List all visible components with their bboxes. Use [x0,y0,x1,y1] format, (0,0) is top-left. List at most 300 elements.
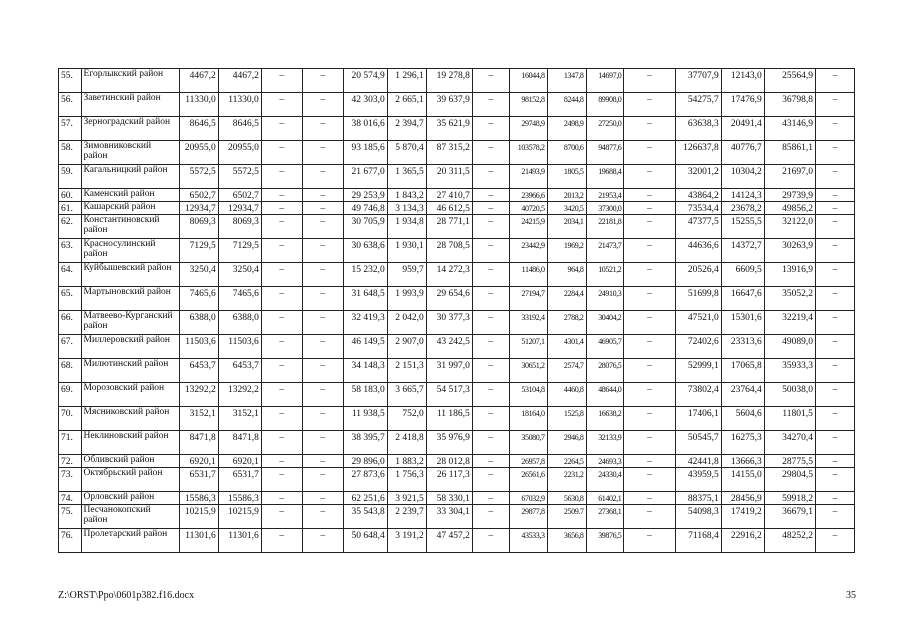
cell-value: 16647,6 [721,287,764,311]
cell-value: 6388,0 [218,311,261,335]
cell-value: – [472,189,509,202]
cell-value: 29877,8 [509,505,547,529]
cell-value: 32001,2 [675,165,721,189]
cell-value: – [815,431,854,455]
cell-value: 27 410,7 [426,189,472,202]
row-number: 74. [59,492,82,505]
district-name: Пролетарский район [81,529,179,553]
cell-value: 16044,8 [509,69,547,93]
cell-value: – [815,165,854,189]
cell-value: 11330,0 [179,93,218,117]
cell-value: 29748,9 [509,117,547,141]
cell-value: 10215,9 [179,505,218,529]
row-number: 61. [59,202,82,215]
cell-value: 40776,7 [721,141,764,165]
cell-value: 4301,4 [547,335,586,359]
cell-value: 6531,7 [179,468,218,492]
table-row [59,202,855,215]
cell-value: – [624,93,675,117]
cell-value: – [261,239,302,263]
cell-value: – [472,141,509,165]
cell-value: 35 976,9 [426,431,472,455]
cell-value: 5572,5 [218,165,261,189]
cell-value: 27194,7 [509,287,547,311]
cell-value: 3 921,5 [387,492,426,505]
cell-value: – [472,165,509,189]
cell-value: – [302,202,343,215]
cell-value: 30 377,3 [426,311,472,335]
cell-value: 35 621,9 [426,117,472,141]
cell-value: 29739,9 [764,189,815,202]
cell-value: – [302,455,343,468]
cell-value: 2 239,7 [387,505,426,529]
cell-value: – [261,202,302,215]
cell-value: 12934,7 [179,202,218,215]
cell-value: 6920,1 [218,455,261,468]
cell-value: – [624,431,675,455]
cell-value: 18164,0 [509,407,547,431]
district-name: Кагальницкий район [81,165,179,189]
cell-value: – [624,239,675,263]
row-number: 55. [59,69,82,93]
cell-value: 87 315,2 [426,141,472,165]
district-name: Егорлыкский район [81,69,179,93]
cell-value: – [261,93,302,117]
cell-value: 58 183,0 [343,383,387,407]
cell-value: 47521,0 [675,311,721,335]
row-number: 56. [59,93,82,117]
district-name: Красносулинский район [81,239,179,263]
cell-value: 23442,9 [509,239,547,263]
row-number: 70. [59,407,82,431]
cell-value: 26957,8 [509,455,547,468]
cell-value: 62 251,6 [343,492,387,505]
cell-value: – [815,215,854,239]
cell-value: – [815,383,854,407]
cell-value: – [261,215,302,239]
cell-value: 11 186,5 [426,407,472,431]
cell-value: 6502,7 [179,189,218,202]
cell-value: 35052,2 [764,287,815,311]
cell-value: – [815,263,854,287]
district-name: Заветинский район [81,93,179,117]
table-row [59,505,855,529]
cell-value: 28456,9 [721,492,764,505]
cell-value: 21697,0 [764,165,815,189]
district-name: Каменский район [81,189,179,202]
cell-value: 6502,7 [218,189,261,202]
cell-value: 37300,0 [586,202,624,215]
table-row [59,239,855,263]
cell-value: 26561,6 [509,468,547,492]
cell-value: – [624,383,675,407]
cell-value: – [472,492,509,505]
cell-value: 88375,1 [675,492,721,505]
cell-value: 5604,6 [721,407,764,431]
cell-value: 27250,0 [586,117,624,141]
cell-value: 15586,3 [218,492,261,505]
cell-value: 54 517,3 [426,383,472,407]
cell-value: 11801,5 [764,407,815,431]
cell-value: – [302,215,343,239]
table-row [59,287,855,311]
cell-value: – [261,335,302,359]
cell-value: – [472,69,509,93]
cell-value: 54275,7 [675,93,721,117]
cell-value: 5630,8 [547,492,586,505]
cell-value: 13916,9 [764,263,815,287]
district-name: Морозовский район [81,383,179,407]
district-name: Орловский район [81,492,179,505]
cell-value: 10521,2 [586,263,624,287]
cell-value: 20955,0 [218,141,261,165]
cell-value: – [261,505,302,529]
cell-value: 11301,6 [218,529,261,553]
cell-value: 19 278,8 [426,69,472,93]
cell-value: 5572,5 [179,165,218,189]
cell-value: – [302,263,343,287]
cell-value: – [815,529,854,553]
cell-value: 10215,9 [218,505,261,529]
cell-value: 3250,4 [218,263,261,287]
cell-value: – [815,69,854,93]
cell-value: 26 117,3 [426,468,472,492]
row-number: 57. [59,117,82,141]
cell-value: 3 134,3 [387,202,426,215]
cell-value: 17406,1 [675,407,721,431]
cell-value: 46 612,5 [426,202,472,215]
cell-value: 49856,2 [764,202,815,215]
table-row [59,263,855,287]
row-number: 75. [59,505,82,529]
cell-value: 6531,7 [218,468,261,492]
table-row [59,383,855,407]
cell-value: 21493,9 [509,165,547,189]
cell-value: – [261,69,302,93]
cell-value: 2 394,7 [387,117,426,141]
cell-value: – [261,492,302,505]
cell-value: 1 756,3 [387,468,426,492]
cell-value: 2 151,3 [387,359,426,383]
row-number: 68. [59,359,82,383]
cell-value: – [624,287,675,311]
cell-value: 11330,0 [218,93,261,117]
cell-value: 1 993,9 [387,287,426,311]
cell-value: 6453,7 [179,359,218,383]
cell-value: 50038,0 [764,383,815,407]
cell-value: 964,8 [547,263,586,287]
cell-value: 51207,1 [509,335,547,359]
cell-value: – [302,407,343,431]
district-name: Куйбышевский район [81,263,179,287]
cell-value: 54098,3 [675,505,721,529]
district-name: Мартыновский район [81,287,179,311]
cell-value: 8646,5 [179,117,218,141]
cell-value: – [302,311,343,335]
cell-value: – [815,407,854,431]
cell-value: 85861,1 [764,141,815,165]
cell-value: – [261,287,302,311]
cell-value: – [815,117,854,141]
cell-value: 752,0 [387,407,426,431]
cell-value: – [302,335,343,359]
cell-value: – [624,505,675,529]
cell-value: 43533,3 [509,529,547,553]
cell-value: 89908,0 [586,93,624,117]
cell-value: 15255,5 [721,215,764,239]
cell-value: – [261,165,302,189]
cell-value: 32133,9 [586,431,624,455]
cell-value: 8471,8 [218,431,261,455]
district-name: Песчанокопский район [81,505,179,529]
table-row [59,492,855,505]
cell-value: 4467,2 [179,69,218,93]
cell-value: 11486,0 [509,263,547,287]
cell-value: 11503,6 [179,335,218,359]
cell-value: 15301,6 [721,311,764,335]
cell-value: – [815,287,854,311]
cell-value: 28 012,8 [426,455,472,468]
district-name: Матвеево-Курганский район [81,311,179,335]
cell-value: 14124,3 [721,189,764,202]
cell-value: 959,7 [387,263,426,287]
cell-value: 13666,3 [721,455,764,468]
cell-value: – [472,117,509,141]
cell-value: 71168,4 [675,529,721,553]
cell-value: 35 543,8 [343,505,387,529]
cell-value: 43959,5 [675,468,721,492]
cell-value: 16638,2 [586,407,624,431]
cell-value: – [261,359,302,383]
cell-value: – [815,468,854,492]
cell-value: – [472,468,509,492]
cell-value: 29804,5 [764,468,815,492]
cell-value: 27 873,6 [343,468,387,492]
cell-value: – [302,359,343,383]
table-body [59,69,855,553]
cell-value: 30404,2 [586,311,624,335]
cell-value: 2509.7 [547,505,586,529]
cell-value: 30 705,9 [343,215,387,239]
cell-value: 28 771,1 [426,215,472,239]
cell-value: 13292,2 [179,383,218,407]
table-row [59,359,855,383]
cell-value: 51699,8 [675,287,721,311]
cell-value: 14372,7 [721,239,764,263]
cell-value: 16275,3 [721,431,764,455]
cell-value: 7129,5 [218,239,261,263]
cell-value: 23764,4 [721,383,764,407]
cell-value: 5 870,4 [387,141,426,165]
cell-value: 126637,8 [675,141,721,165]
cell-value: 30651,2 [509,359,547,383]
cell-value: – [302,93,343,117]
cell-value: 20 311,5 [426,165,472,189]
cell-value: 63638,3 [675,117,721,141]
cell-value: 11 938,5 [343,407,387,431]
cell-value: 2 418,8 [387,431,426,455]
cell-value: 32 419,3 [343,311,387,335]
cell-value: 49089,0 [764,335,815,359]
cell-value: – [261,189,302,202]
cell-value: 29 253,9 [343,189,387,202]
cell-value: – [624,529,675,553]
cell-value: 17476,9 [721,93,764,117]
cell-value: 3420,5 [547,202,586,215]
cell-value: 14 272,3 [426,263,472,287]
cell-value: – [472,215,509,239]
cell-value: 31 648,5 [343,287,387,311]
cell-value: 42441,8 [675,455,721,468]
cell-value: 29 896,0 [343,455,387,468]
cell-value: – [624,359,675,383]
cell-value: – [624,215,675,239]
cell-value: 47377,5 [675,215,721,239]
cell-value: 21953,4 [586,189,624,202]
row-number: 59. [59,165,82,189]
cell-value: 103578,2 [509,141,547,165]
cell-value: 33192,4 [509,311,547,335]
cell-value: 43864,2 [675,189,721,202]
cell-value: 8069,3 [179,215,218,239]
cell-value: – [624,165,675,189]
cell-value: 6388,0 [179,311,218,335]
row-number: 71. [59,431,82,455]
cell-value: 1 365,5 [387,165,426,189]
cell-value: 1525,8 [547,407,586,431]
cell-value: – [815,239,854,263]
cell-value: 59918,2 [764,492,815,505]
table-row [59,165,855,189]
cell-value: – [472,431,509,455]
district-name: Милютинский район [81,359,179,383]
cell-value: 12143,0 [721,69,764,93]
cell-value: 46905,7 [586,335,624,359]
row-number: 72. [59,455,82,468]
cell-value: – [261,383,302,407]
cell-value: 4467,2 [218,69,261,93]
cell-value: 2574,7 [547,359,586,383]
cell-value: – [815,189,854,202]
cell-value: 42 303,0 [343,93,387,117]
row-number: 65. [59,287,82,311]
cell-value: 2 907,0 [387,335,426,359]
cell-value: 48644,0 [586,383,624,407]
cell-value: – [624,311,675,335]
row-number: 66. [59,311,82,335]
cell-value: – [624,407,675,431]
cell-value: 1 296,1 [387,69,426,93]
cell-value: 13292,2 [218,383,261,407]
row-number: 62. [59,215,82,239]
cell-value: – [261,455,302,468]
cell-value: 19688,4 [586,165,624,189]
district-name: Миллеровский район [81,335,179,359]
cell-value: 98152,8 [509,93,547,117]
cell-value: 8646,5 [218,117,261,141]
cell-value: – [302,431,343,455]
cell-value: 8471,8 [179,431,218,455]
cell-value: 6920,1 [179,455,218,468]
cell-value: 36798,8 [764,93,815,117]
cell-value: 21473,7 [586,239,624,263]
cell-value: – [815,359,854,383]
table-row [59,141,855,165]
cell-value: 24330,4 [586,468,624,492]
page-number: 35 [846,590,856,601]
row-number: 69. [59,383,82,407]
cell-value: 20955,0 [179,141,218,165]
cell-value: 20 574,9 [343,69,387,93]
cell-value: – [815,93,854,117]
table-row [59,407,855,431]
cell-value: – [472,335,509,359]
cell-value: 12934,7 [218,202,261,215]
cell-value: 34 148,3 [343,359,387,383]
cell-value: – [261,263,302,287]
cell-value: 52999,1 [675,359,721,383]
cell-value: 1347,8 [547,69,586,93]
cell-value: – [624,492,675,505]
cell-value: 27368,1 [586,505,624,529]
cell-value: 30263,9 [764,239,815,263]
district-name: Константиновский район [81,215,179,239]
row-number: 73. [59,468,82,492]
cell-value: 31 997,0 [426,359,472,383]
cell-value: 11503,6 [218,335,261,359]
cell-value: 2231,2 [547,468,586,492]
cell-value: 44636,6 [675,239,721,263]
table-row [59,455,855,468]
footer-file-path: Z:\ORST\Ppo\0601p382.f16.docx [58,590,195,601]
cell-value: – [302,468,343,492]
cell-value: 3656,8 [547,529,586,553]
cell-value: 7465,6 [179,287,218,311]
cell-value: – [261,468,302,492]
row-number: 64. [59,263,82,287]
cell-value: 38 016,6 [343,117,387,141]
cell-value: 2946,8 [547,431,586,455]
cell-value: 1 930,1 [387,239,426,263]
cell-value: 6609,5 [721,263,764,287]
cell-value: 73534,4 [675,202,721,215]
cell-value: 6453,7 [218,359,261,383]
cell-value: 36679,1 [764,505,815,529]
cell-value: – [472,311,509,335]
cell-value: 3 665,7 [387,383,426,407]
cell-value: 8700,6 [547,141,586,165]
cell-value: – [624,335,675,359]
cell-value: 20491,4 [721,117,764,141]
cell-value: – [302,165,343,189]
cell-value: – [815,455,854,468]
cell-value: 2788,2 [547,311,586,335]
cell-value: – [815,141,854,165]
cell-value: 23966,6 [509,189,547,202]
cell-value: – [624,455,675,468]
cell-value: 58 330,1 [426,492,472,505]
cell-value: 7465,6 [218,287,261,311]
district-name: Зимовниковский район [81,141,179,165]
table-row [59,431,855,455]
cell-value: 24215,9 [509,215,547,239]
district-name: Мясниковский район [81,407,179,431]
cell-value: 2 042,0 [387,311,426,335]
table-row [59,93,855,117]
cell-value: 1 934,8 [387,215,426,239]
cell-value: 17065,8 [721,359,764,383]
cell-value: – [624,117,675,141]
